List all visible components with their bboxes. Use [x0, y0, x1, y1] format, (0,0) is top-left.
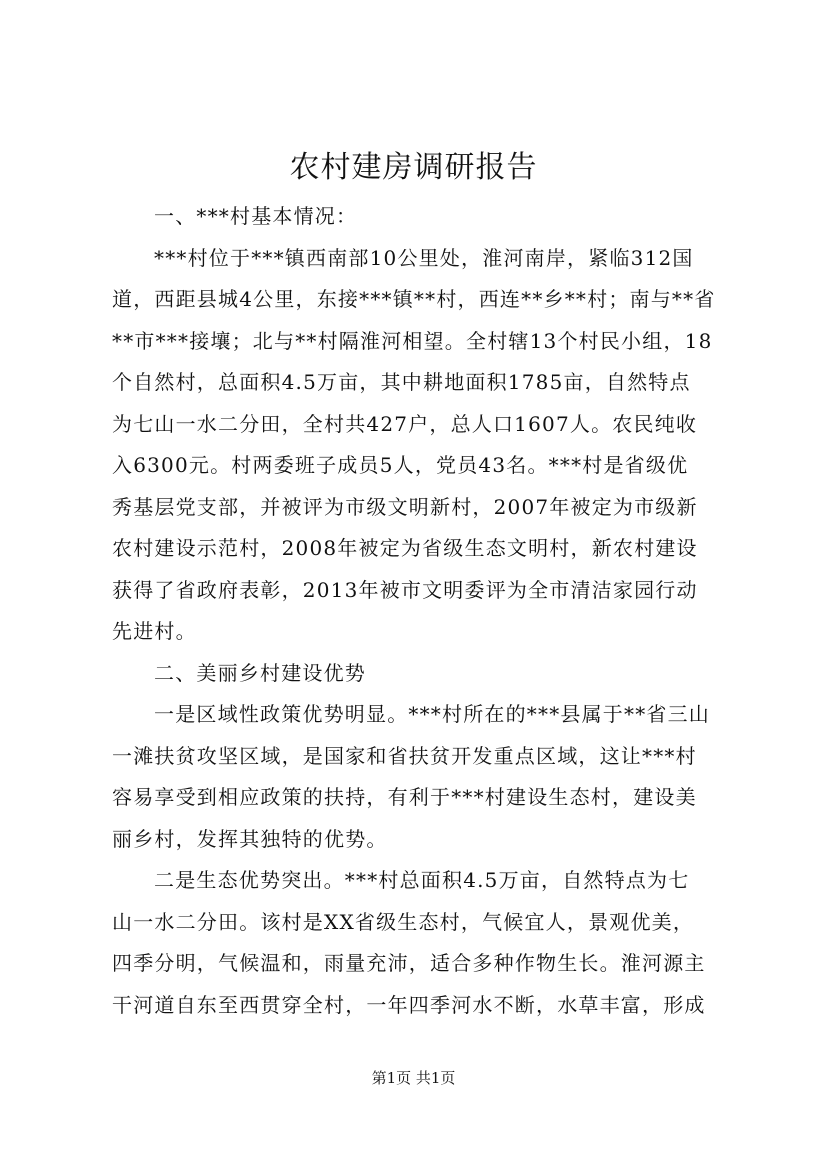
section-heading-advantages: 二、美丽乡村建设优势	[154, 660, 366, 685]
paragraph-line: 干河道自东至西贯穿全村，一年四季河水不断，水草丰富，形成	[112, 992, 706, 1017]
paragraph-line: 丽乡村，发挥其独特的优势。	[112, 826, 388, 851]
document-body	[112, 196, 724, 1026]
paragraph-line: 道，西距县城4公里，东接***镇**村，西连**乡**村；南与**省	[112, 287, 716, 311]
paragraph-line: 先进村。	[112, 619, 197, 643]
paragraph-line: 秀基层党支部，并被评为市级文明新村，2007年被定为市级新	[112, 494, 698, 519]
paragraph-line: 四季分明，气候温和，雨量充沛，适合多种作物生长。淮河源主	[112, 951, 706, 975]
paragraph-line: 农村建设示范村，2008年被定为省级生态文明村，新农村建设	[112, 536, 698, 560]
paragraph-line: 一滩扶贫攻坚区域，是国家和省扶贫开发重点区域，这让***村	[112, 743, 697, 768]
paragraph-line: 个自然村，总面积4.5万亩，其中耕地面积1785亩，自然特点	[112, 370, 691, 394]
paragraph-line: ***村位于***镇西南部10公里处，淮河南岸，紧临312国	[154, 245, 694, 270]
section-heading-basic-info: 一、***村基本情况：	[154, 204, 358, 228]
paragraph-line: 一是区域性政策优势明显。***村所在的***县属于**省三山	[154, 702, 710, 726]
paragraph-line: **市***接壤；北与**村隔淮河相望。全村辖13个村民小组，18	[112, 328, 713, 353]
paragraph-line: 容易享受到相应政策的扶持，有利于***村建设生态村，建设美	[112, 785, 697, 809]
paragraph-line: 获得了省政府表彰，2013年被市文明委评为全市清洁家园行动	[112, 577, 698, 602]
paragraph-line: 山一水二分田。该村是XX省级生态村，气候宜人，景观优美，	[112, 909, 695, 934]
paragraph-line: 为七山一水二分田，全村共427户，总人口1607人。农民纯收	[112, 411, 698, 436]
page-footer: 第1页 共1页	[371, 1069, 456, 1087]
document-title: 农村建房调研报告	[289, 150, 538, 185]
paragraph-line: 入6300元。村两委班子成员5人，党员43名。***村是省级优	[112, 453, 689, 477]
paragraph-line: 二是生态优势突出。***村总面积4.5万亩，自然特点为七	[154, 868, 690, 892]
